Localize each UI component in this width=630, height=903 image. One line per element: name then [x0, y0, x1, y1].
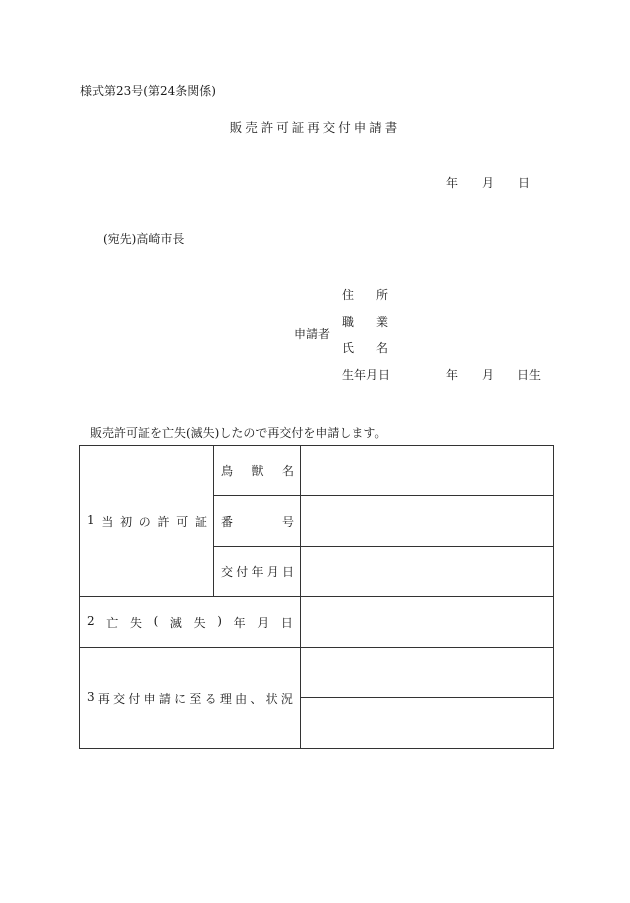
- date-month-label: 月: [482, 176, 495, 190]
- bird-beast-name-label: 鳥 獣 名: [221, 464, 294, 478]
- date-day-label: 日: [518, 176, 531, 190]
- issue-date-field[interactable]: [301, 547, 554, 597]
- birth-year-label: 年: [446, 368, 459, 382]
- permit-number-label-cell: [214, 496, 301, 547]
- applicant-label: 申請者: [294, 327, 331, 341]
- birth-day-label: 日生: [517, 368, 542, 382]
- address-label: 住 所: [342, 288, 388, 302]
- date-year-label: 年: [446, 176, 459, 190]
- table-row: [80, 648, 554, 698]
- reissue-reason-label-cell: [80, 648, 301, 749]
- document-title: 販売許可証再交付申請書: [229, 120, 401, 135]
- table-row: [80, 446, 554, 496]
- loss-date-label: 2 亡 失 ( 滅 失 ) 年 月 日: [87, 613, 293, 630]
- issue-date-label-cell: [214, 547, 301, 597]
- form-number: 様式第23号(第24条関係): [80, 84, 216, 98]
- original-permit-label: 1 当 初 の 許 可 証: [87, 512, 207, 529]
- name-label: 氏 名: [342, 341, 388, 355]
- occupation-label: 職 業: [342, 315, 388, 329]
- reissue-reason-field-2[interactable]: [301, 698, 554, 749]
- application-table: [79, 445, 554, 749]
- bird-beast-name-field[interactable]: [301, 446, 554, 496]
- loss-date-label-cell: [80, 597, 301, 648]
- table-row: [80, 597, 554, 648]
- addressee: (宛先)高崎市長: [103, 232, 185, 246]
- birthdate-label: 生年月日: [342, 368, 391, 382]
- permit-number-label: 番 号: [221, 514, 294, 529]
- reissue-reason-field-1[interactable]: [301, 648, 554, 698]
- reissue-reason-label: 3 再 交 付 申 請 に 至 る 理 由 、 状 況: [87, 689, 293, 706]
- bird-beast-name-label-cell: [214, 446, 301, 496]
- original-permit-label-cell: [80, 446, 214, 597]
- permit-number-field[interactable]: [301, 496, 554, 547]
- birth-month-label: 月: [482, 368, 495, 382]
- issue-date-label: 交 付 年 月 日: [221, 565, 294, 579]
- statement-text: 販売許可証を亡失(滅失)したので再交付を申請します。: [90, 426, 387, 440]
- loss-date-field[interactable]: [301, 597, 554, 648]
